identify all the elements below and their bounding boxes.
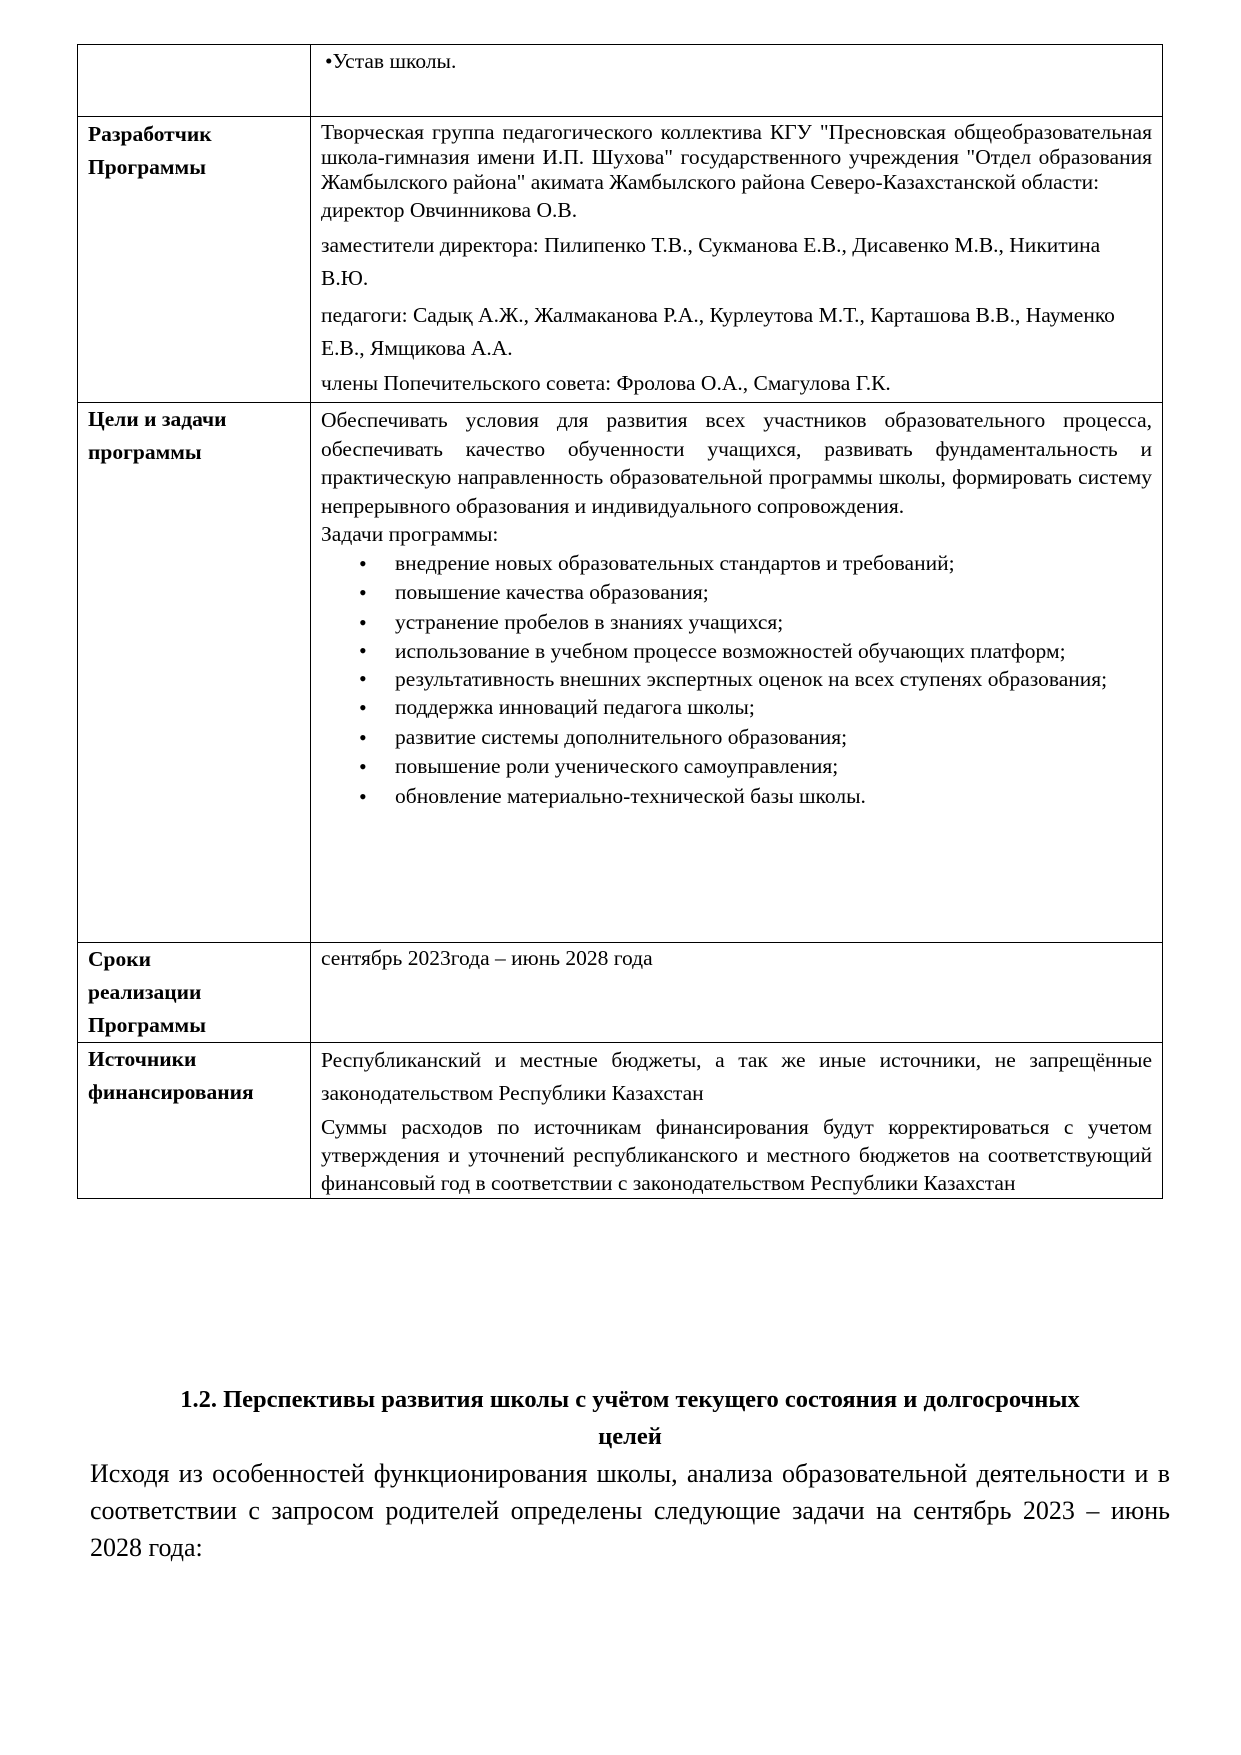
goals-label (78, 403, 311, 943)
developer-label (78, 117, 311, 403)
timeline-label-line1: Сроки (88, 947, 152, 971)
table-row-goals (78, 403, 1163, 943)
goals-cell (311, 403, 1163, 943)
developer-director: директор Овчинникова О.В. (321, 198, 578, 222)
timeline-cell (311, 943, 1163, 1043)
goals-text: Обеспечивать условия для развития всех участников образовательного процесса, обеспечивать качество обученности учащихся, развивать фундаментальность и практическую направленность образовательной программы школы, формировать систему непрерывного образования и индивидуального сопровождения. (321, 408, 1152, 518)
table-row-charter (78, 45, 1163, 117)
charter-cell (311, 45, 1163, 117)
tasks-title: Задачи программы: (321, 522, 499, 546)
list-item: • развитие системы дополнительного образования; (321, 723, 1152, 753)
timeline-text: сентябрь 2023года – июнь 2028 года (321, 946, 653, 970)
developer-cell (311, 117, 1163, 403)
program-passport-table (77, 44, 1163, 1199)
tasks-list (321, 549, 1152, 812)
funding-text-1: Республиканский и местные бюджеты, а так же иные источники, не запрещённые законодательством Республики Казахстан (321, 1048, 1152, 1105)
table-row-timeline (78, 943, 1163, 1043)
row-label-empty (78, 45, 311, 117)
developer-board: члены Попечительского совета: Фролова О.А., Смагулова Г.К. (321, 371, 891, 395)
list-item: • устранение пробелов в знаниях учащихся; (321, 608, 1152, 638)
section-heading-line1: 1.2. Перспективы развития школы с учётом текущего состояния и долгосрочных (180, 1386, 1080, 1413)
timeline-label-line3: Программы (88, 1013, 206, 1037)
list-item: • использование в учебном процессе возможностей обучающих платформ; (321, 637, 1152, 665)
list-item: • повышение качества образования; (321, 578, 1152, 608)
list-item: • внедрение новых образовательных стандартов и требований; (321, 549, 1152, 579)
timeline-label (78, 943, 311, 1043)
funding-text-2: Суммы расходов по источникам финансирования будут корректироваться с учетом утверждения и уточнений республиканского и местного бюджетов на соответствующий финансовый год в соответствии с законодательством Республики Казахстан (321, 1115, 1152, 1195)
developer-deputies: заместители директора: Пилипенко Т.В., Сукманова Е.В., Дисавенко М.В., Никитина В.Ю. (321, 233, 1101, 290)
section-heading (90, 1381, 1170, 1455)
funding-label-line1: Источники (88, 1047, 197, 1071)
funding-label (78, 1043, 311, 1199)
list-item: • обновление материально-технической базы школы. (321, 782, 1152, 812)
developer-intro: Творческая группа педагогического коллектива КГУ "Пресновская общеобразовательная школа-гимназия имени И.П. Шухова" государственного учреждения "Отдел образования Жамбылского района" акимата Жамбылского района Северо-Казахстанской области: (321, 120, 1152, 194)
goals-label-line2: программы (88, 440, 202, 464)
section-heading-line2: целей (598, 1423, 662, 1450)
funding-label-line2: финансирования (88, 1080, 254, 1104)
timeline-label-line2: реализации (88, 980, 202, 1004)
list-item: • повышение роли ученического самоуправления; (321, 752, 1152, 782)
developer-teachers: педагоги: Садық А.Ж., Жалмаканова Р.А., Курлеутова М.Т., Карташова В.В., Науменко Е.В., Ямщикова А.А. (321, 303, 1115, 360)
funding-cell (311, 1043, 1163, 1199)
table-row-funding (78, 1043, 1163, 1199)
list-item: • поддержка инноваций педагога школы; (321, 693, 1152, 723)
charter-text: Устав школы. (332, 49, 457, 73)
table-row-developer (78, 117, 1163, 403)
developer-label-line1: Разработчик (88, 122, 212, 146)
developer-label-line2: Программы (88, 155, 206, 179)
bullet-icon: • (325, 49, 333, 73)
section-paragraph: Исходя из особенностей функционирования школы, анализа образовательной деятельности и в соответствии с запросом родителей определены следующие задачи на сентябрь 2023 – июнь 2028 года: (90, 1459, 1170, 1562)
list-item: • результативность внешних экспертных оценок на всех ступенях образования; (321, 665, 1152, 693)
goals-label-line1: Цели и задачи (88, 407, 227, 431)
